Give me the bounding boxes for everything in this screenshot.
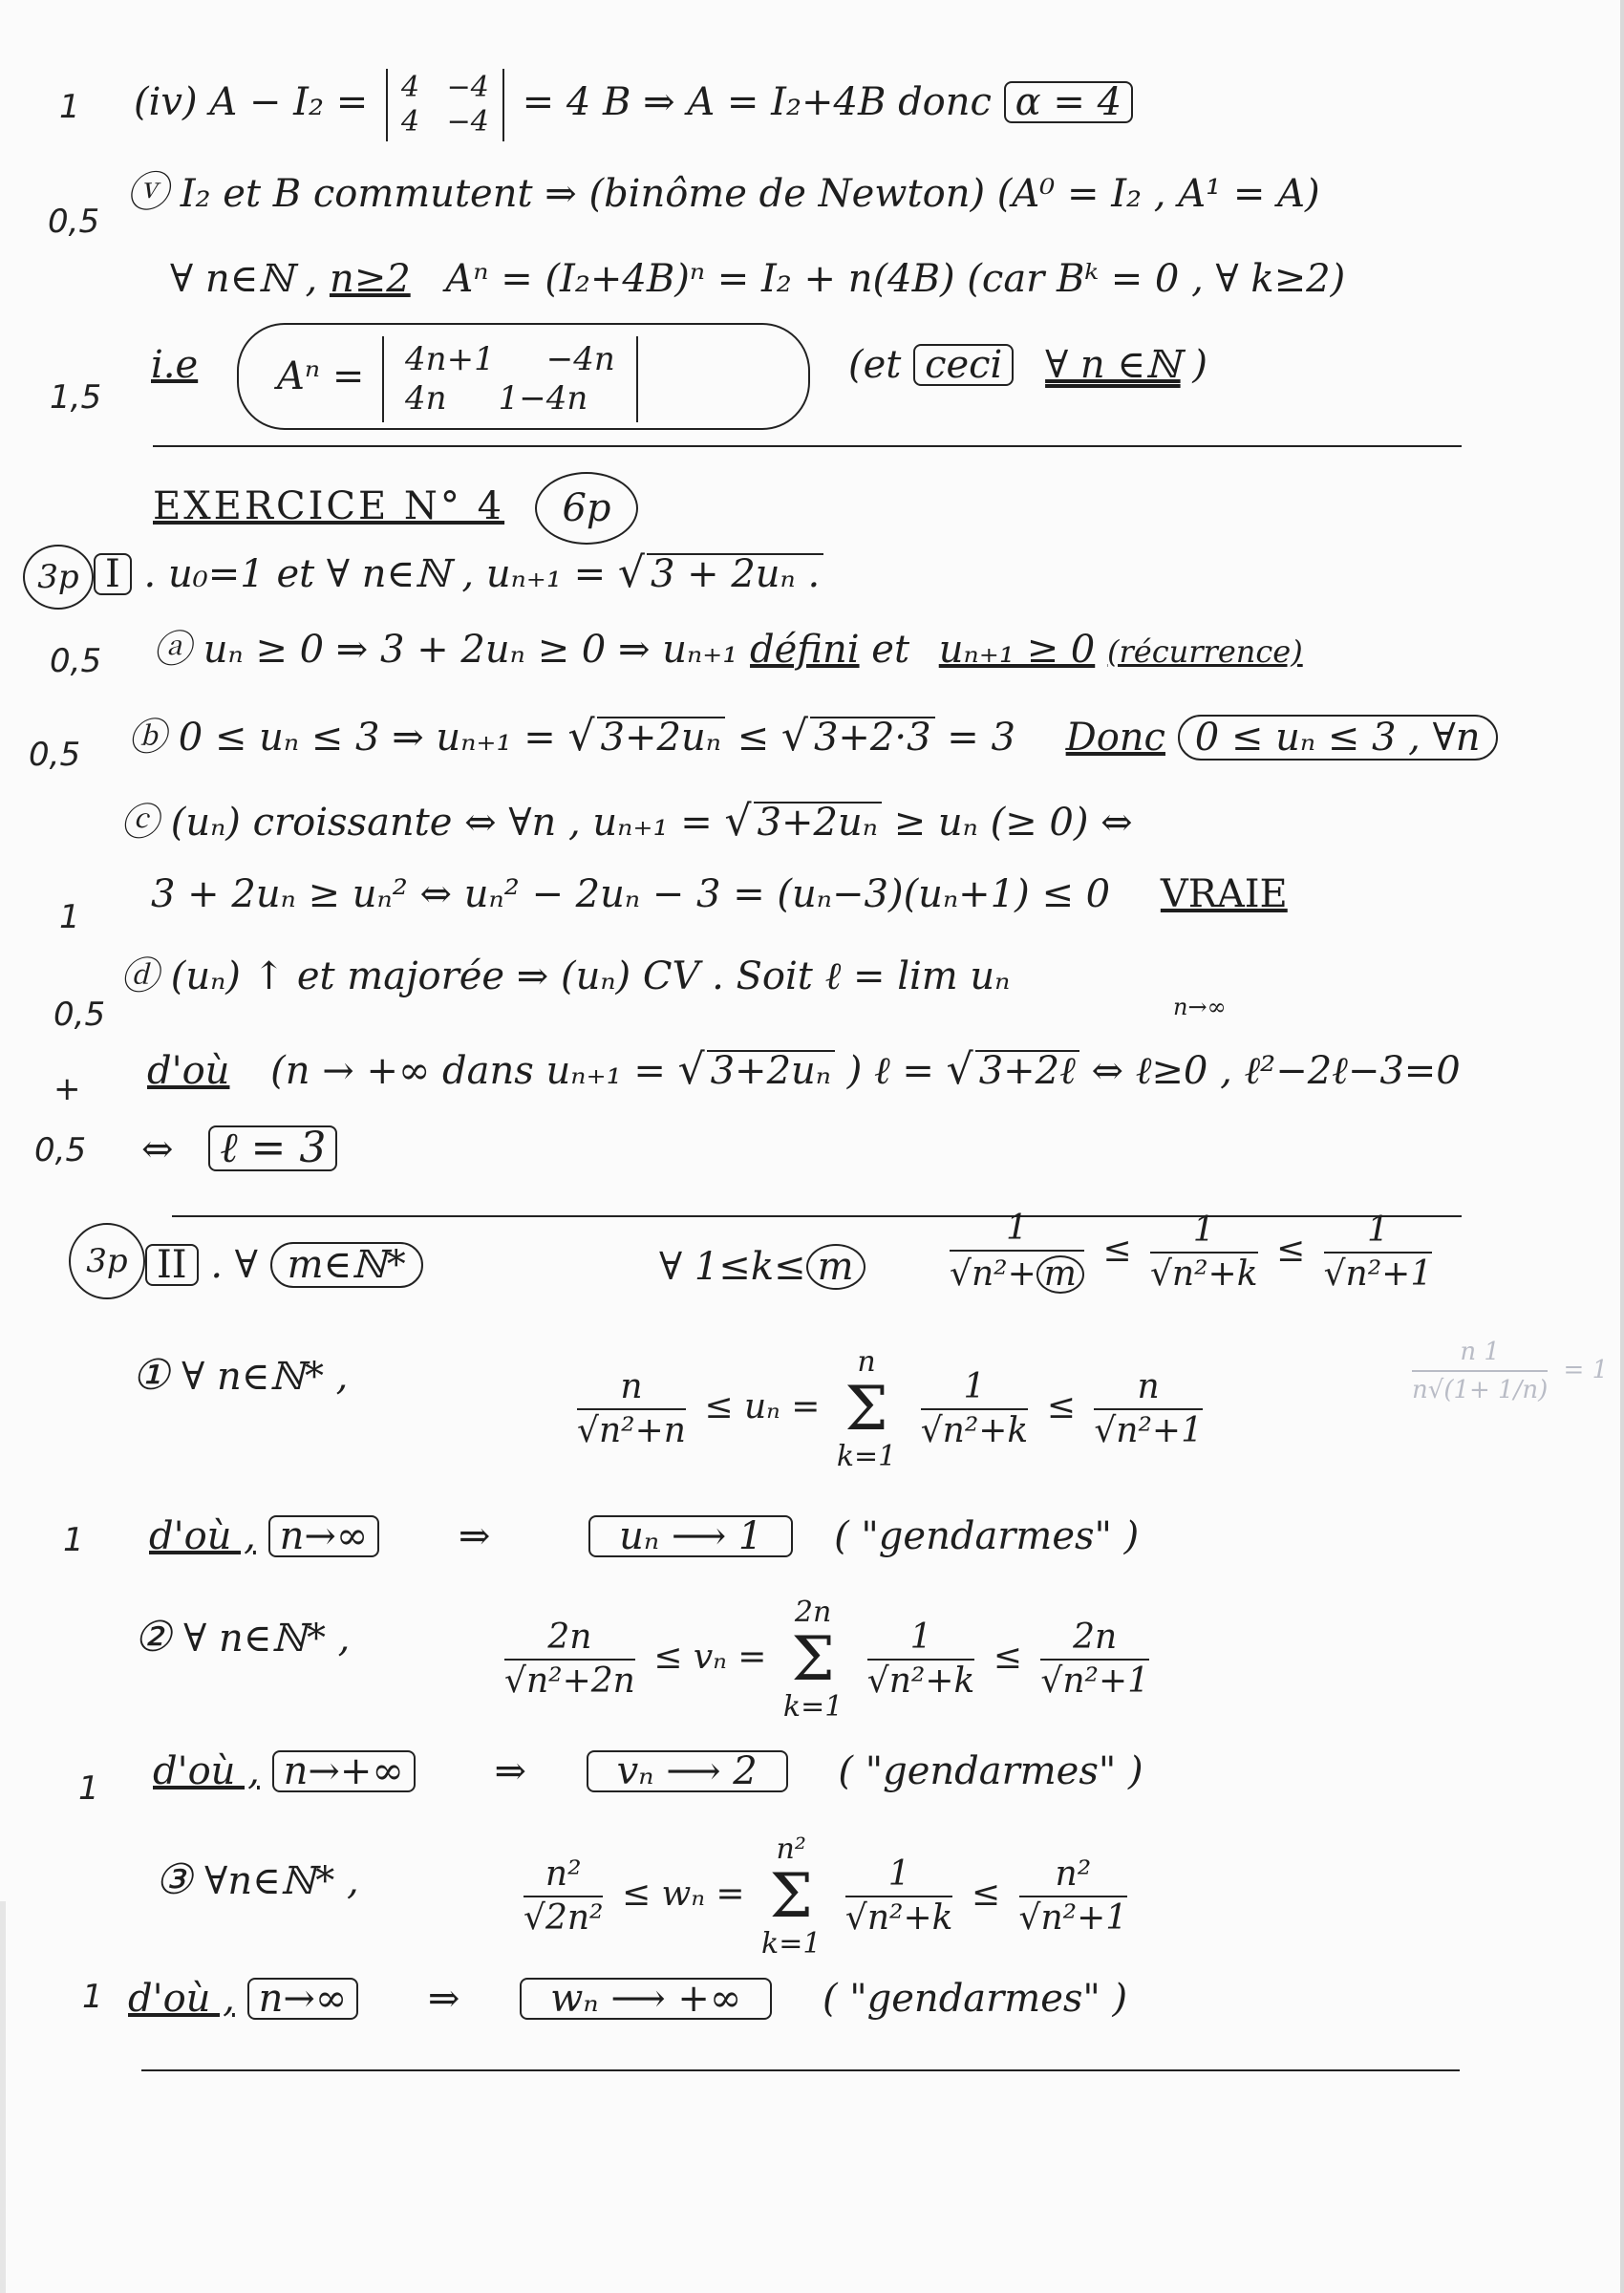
text: d'où , xyxy=(153,1749,260,1793)
matrix-row: 4 −4 xyxy=(400,71,489,104)
sqrt-radicand: 3+2ℓ xyxy=(975,1050,1079,1090)
numerator: n xyxy=(1094,1370,1203,1410)
line-II-1-conclusion xyxy=(149,1515,1139,1557)
denominator: √n²+k xyxy=(844,1898,953,1939)
fraction xyxy=(866,1618,975,1702)
sum-upper: 2n xyxy=(794,1596,832,1629)
fraction xyxy=(844,1854,953,1939)
text: . ∀ xyxy=(210,1243,258,1287)
score-I-c: 1 xyxy=(59,898,80,936)
line-iv xyxy=(134,69,1133,141)
fraction xyxy=(920,1367,1029,1451)
denominator: √n²+1 xyxy=(1094,1411,1203,1451)
text: uₙ ≥ 0 ⇒ 3 + 2uₙ ≥ 0 ⇒ uₙ₊₁ xyxy=(203,628,738,672)
part-II-points: 3p xyxy=(69,1223,145,1299)
line-I-c xyxy=(120,797,1133,846)
boxed-ceci: ceci xyxy=(913,344,1014,386)
score-I-b: 0,5 xyxy=(29,736,81,774)
line-v-result xyxy=(277,336,644,422)
summation xyxy=(761,1834,821,1959)
numerator: n xyxy=(577,1370,686,1410)
boxed-limit-direction: n→+∞ xyxy=(272,1750,416,1792)
text: uₙ₊₁ ≥ 0 xyxy=(938,628,1096,672)
text: ≤ uₙ = xyxy=(704,1387,821,1427)
le-sign: ≤ xyxy=(1046,1387,1076,1427)
equation-lhs: A − I₂ = xyxy=(209,80,369,124)
line-II-1-sandwich xyxy=(569,1347,1210,1471)
boxed-alpha: α = 4 xyxy=(1004,81,1133,123)
text: ( "gendarmes" ) xyxy=(838,1749,1143,1793)
text: ≤ wₙ = xyxy=(621,1875,745,1915)
boxed-result: uₙ ⟶ 1 xyxy=(588,1515,793,1557)
limit-subscript: n→∞ xyxy=(1173,994,1227,1020)
item-label: ⓑ xyxy=(128,716,166,760)
fraction xyxy=(1094,1367,1203,1451)
text: défini xyxy=(750,628,860,672)
matrix-row: 4n 1−4n xyxy=(405,378,588,418)
text: d'où , xyxy=(149,1514,256,1558)
numerator: 1 xyxy=(845,1857,953,1897)
item-label: ⓓ xyxy=(120,954,159,998)
margin-note xyxy=(1404,1338,1608,1404)
numerator: 1 xyxy=(1324,1213,1433,1254)
sum-lower: k=1 xyxy=(761,1926,822,1961)
item-label: ⓥ xyxy=(126,168,168,217)
denominator: √n²+k xyxy=(1149,1254,1258,1294)
sigma: Σ xyxy=(769,1860,813,1932)
text: ∀n∈ℕ* , xyxy=(204,1859,359,1903)
text: ∀ n∈ℕ , xyxy=(170,257,318,301)
sum-lower: k=1 xyxy=(782,1689,844,1724)
radicand: n²+k xyxy=(888,1661,975,1702)
boxed-limit: ℓ = 3 xyxy=(208,1125,337,1171)
text: Aⁿ = (I₂+4B)ⁿ = I₂ + n(4B) (car Bᵏ = 0 , ∀ k≥2) xyxy=(445,257,1346,301)
radicand: n²+n xyxy=(598,1411,686,1451)
text: ≤ vₙ = xyxy=(653,1638,767,1678)
sum-upper: n² xyxy=(776,1832,806,1866)
numerator: n² xyxy=(524,1857,603,1897)
denominator: √n²+1 xyxy=(1040,1661,1150,1702)
score-v2: 1,5 xyxy=(50,378,102,417)
le-sign: ≤ xyxy=(993,1638,1022,1678)
text: Aⁿ = xyxy=(277,354,365,398)
matrix-row: 4 −4 xyxy=(400,105,489,139)
le-sign: ≤ xyxy=(1275,1231,1306,1270)
sqrt-radicand: 3+2uₙ xyxy=(597,717,725,757)
line-I-definition xyxy=(94,548,823,597)
radicand: n²+1 xyxy=(1062,1661,1150,1702)
text: = 1 xyxy=(1563,1356,1609,1384)
text: ( "gendarmes" ) xyxy=(834,1514,1140,1558)
line-II-3-conclusion xyxy=(128,1978,1127,2020)
text: ∀ n∈ℕ* , xyxy=(183,1617,351,1661)
circled-m: m xyxy=(806,1244,865,1290)
sqrt-sign: √ xyxy=(567,712,595,761)
fraction xyxy=(524,1854,604,1939)
circled-m: m xyxy=(1036,1255,1084,1294)
score-II-1: 1 xyxy=(63,1521,84,1559)
numerator: 1 xyxy=(950,1211,1084,1252)
text: ⇒ xyxy=(427,1977,460,2021)
radicand: n²+k xyxy=(1171,1254,1258,1294)
line-I-d-3 xyxy=(141,1125,337,1171)
line-II-2 xyxy=(134,1613,351,1661)
item-label: ⓒ xyxy=(120,801,159,845)
line-II-inequality xyxy=(942,1211,1440,1294)
sigma: Σ xyxy=(844,1373,888,1445)
text: (et xyxy=(848,343,902,387)
title-text: EXERCICE N° 4 xyxy=(153,484,505,528)
boxed-result: vₙ ⟶ 2 xyxy=(587,1750,788,1792)
numerator: n² xyxy=(1019,1857,1128,1897)
radicand: n²+k xyxy=(866,1898,953,1939)
line-v-ceci xyxy=(848,344,1207,386)
denominator: √2n² xyxy=(524,1898,604,1939)
boxed-result: wₙ ⟶ +∞ xyxy=(520,1978,772,2020)
le-sign: ≤ xyxy=(971,1875,1001,1915)
score-I-a: 0,5 xyxy=(50,642,102,680)
numerator: 2n xyxy=(504,1620,635,1661)
denominator: √n²+k xyxy=(866,1661,975,1702)
score-v1: 0,5 xyxy=(48,203,100,241)
boxed-bound: 0 ≤ uₙ ≤ 3 , ∀n xyxy=(1178,715,1498,761)
text: VRAIE xyxy=(1160,872,1288,916)
circled-m: m∈ℕ* xyxy=(270,1242,423,1288)
item-label: ① xyxy=(132,1351,170,1400)
line-II-2-sandwich xyxy=(497,1597,1157,1722)
exercise-points: 6p xyxy=(535,472,638,545)
text: ≥ uₙ (≥ 0) ⇔ xyxy=(893,801,1133,845)
exercise-title xyxy=(153,484,505,528)
boxed-limit-direction: n→∞ xyxy=(268,1515,380,1557)
line-v-binomial xyxy=(170,257,1346,301)
sqrt-radicand: 3+2uₙ xyxy=(754,802,882,842)
equation-rest: = 4 B ⇒ A = I₂+4B donc xyxy=(522,80,992,124)
matrix-A-minus-I2 xyxy=(386,69,504,141)
text: d'où , xyxy=(128,1977,235,2021)
text: (uₙ) ↑ et majorée ⇒ (uₙ) CV . Soit ℓ = lim uₙ xyxy=(170,954,1011,998)
boxed-limit-direction: n→∞ xyxy=(247,1978,359,2020)
text: ∀ n ∈ℕ xyxy=(1045,343,1181,387)
page-edge-shadow xyxy=(0,1901,6,2293)
text: ⇔ xyxy=(141,1127,174,1171)
summation xyxy=(783,1597,843,1722)
fraction xyxy=(577,1367,686,1451)
text: ) xyxy=(1192,343,1207,387)
denominator: √n²+1 xyxy=(1323,1254,1433,1294)
sum-upper: n xyxy=(857,1345,876,1379)
item-label: ⓐ xyxy=(153,628,191,672)
text: (uₙ) croissante ⇔ ∀n , uₙ₊₁ = xyxy=(170,801,713,845)
numerator: 1 xyxy=(867,1620,975,1661)
score-I-d-2: + xyxy=(53,1070,81,1108)
summation xyxy=(837,1347,896,1471)
line-II-2-conclusion xyxy=(153,1750,1143,1792)
line-I-c-2 xyxy=(151,872,1288,916)
sigma: Σ xyxy=(791,1623,835,1695)
line-II-header xyxy=(145,1242,423,1288)
fraction xyxy=(1040,1618,1150,1702)
denominator: √n²+k xyxy=(920,1411,1029,1451)
text: 3 + 2uₙ ≥ uₙ² ⇔ uₙ² − 2uₙ − 3 = (uₙ−3)(uₙ+1) ≤ 0 xyxy=(151,872,1111,916)
text: et xyxy=(871,628,910,672)
denominator: n√(1+ 1/n) xyxy=(1412,1376,1549,1404)
text: (n → +∞ dans uₙ₊₁ = xyxy=(270,1049,666,1093)
text: = 3 xyxy=(947,716,1015,760)
fraction xyxy=(504,1618,635,1702)
radicand: n²+1 xyxy=(1040,1898,1128,1939)
numerator: 1 xyxy=(921,1370,1029,1410)
text: ≤ xyxy=(737,716,770,760)
part-I-label: I xyxy=(94,553,132,595)
part-II-label: II xyxy=(145,1244,199,1286)
line-II-1 xyxy=(132,1351,349,1400)
score-II-3: 1 xyxy=(82,1978,103,2016)
le-sign: ≤ xyxy=(1102,1231,1132,1270)
text: ⇒ xyxy=(494,1749,526,1793)
text: ⇔ ℓ≥0 , ℓ²−2ℓ−3=0 xyxy=(1091,1049,1461,1093)
line-II-k-range xyxy=(659,1244,865,1290)
fraction xyxy=(1324,1213,1433,1292)
fraction xyxy=(1018,1854,1128,1939)
fraction xyxy=(950,1211,1084,1294)
denominator: √n²+1 xyxy=(1018,1898,1128,1939)
line-I-d-2 xyxy=(147,1045,1461,1094)
condition: n≥2 xyxy=(329,257,411,301)
text: Donc xyxy=(1065,716,1165,760)
numerator: 2n xyxy=(1040,1620,1149,1661)
line-I-b xyxy=(128,712,1498,761)
sqrt-radicand: 3+2uₙ xyxy=(707,1050,835,1090)
item-label: (iv) xyxy=(134,80,198,124)
sqrt-radicand: 3+2·3 xyxy=(810,717,935,757)
text: (récurrence) xyxy=(1106,633,1303,670)
radicand: n²+ xyxy=(971,1254,1036,1294)
text: ∀ 1≤k≤ xyxy=(659,1245,806,1289)
matrix-An xyxy=(382,336,638,422)
denominator: √n²+n xyxy=(577,1411,686,1451)
denominator: √n²+ m xyxy=(950,1252,1084,1294)
sqrt-sign: √ xyxy=(677,1045,705,1094)
line-I-d xyxy=(120,954,1011,998)
matrix-row: 4n+1 −4n xyxy=(405,340,615,378)
separator xyxy=(141,2069,1460,2071)
fraction xyxy=(1150,1213,1258,1292)
text: ⇒ xyxy=(458,1514,491,1558)
radicand: n²+k xyxy=(942,1411,1029,1451)
sum-lower: k=1 xyxy=(836,1439,897,1473)
sqrt-sign: √ xyxy=(946,1045,973,1094)
radicand: n²+1 xyxy=(1116,1411,1203,1451)
text: ) ℓ = xyxy=(846,1049,934,1093)
sqrt-radicand: 3 + 2uₙ . xyxy=(647,553,823,593)
line-II-3 xyxy=(155,1855,359,1904)
item-label: ③ xyxy=(155,1855,193,1904)
text: . u₀=1 et ∀ n∈ℕ , uₙ₊₁ = xyxy=(143,552,607,596)
radicand: n²+2n xyxy=(525,1661,635,1702)
sqrt-sign: √ xyxy=(780,712,808,761)
line-v-commute xyxy=(126,168,1320,217)
page-edge xyxy=(1620,0,1624,2293)
denominator: √n²+2n xyxy=(504,1661,635,1702)
text: I₂ et B commutent ⇒ (binôme de Newton) (A⁰ = I₂ , A¹ = A) xyxy=(180,172,1320,216)
radicand: 2n² xyxy=(545,1898,604,1939)
sqrt-sign: √ xyxy=(724,797,752,846)
numerator: 1 xyxy=(1150,1213,1258,1254)
line-II-3-sandwich xyxy=(516,1834,1135,1959)
sqrt-sign: √ xyxy=(617,548,645,597)
score-II-2: 1 xyxy=(78,1769,99,1808)
radicand: n²+1 xyxy=(1345,1254,1433,1294)
item-label: ② xyxy=(134,1613,172,1661)
text: 0 ≤ uₙ ≤ 3 ⇒ uₙ₊₁ = xyxy=(178,716,556,760)
score-I-d-1: 0,5 xyxy=(53,996,106,1034)
fraction xyxy=(1412,1338,1548,1404)
ie-label: i.e xyxy=(151,343,199,387)
line-I-a xyxy=(153,628,1303,672)
part-I-points: 3p xyxy=(23,545,94,610)
numerator: n 1 xyxy=(1412,1338,1548,1372)
text: ( "gendarmes" ) xyxy=(822,1977,1128,2021)
score-iv: 1 xyxy=(59,88,80,126)
text: d'où xyxy=(147,1049,230,1093)
score-I-d-3: 0,5 xyxy=(34,1131,87,1169)
separator xyxy=(153,445,1462,447)
text: ∀ n∈ℕ* , xyxy=(182,1355,349,1399)
